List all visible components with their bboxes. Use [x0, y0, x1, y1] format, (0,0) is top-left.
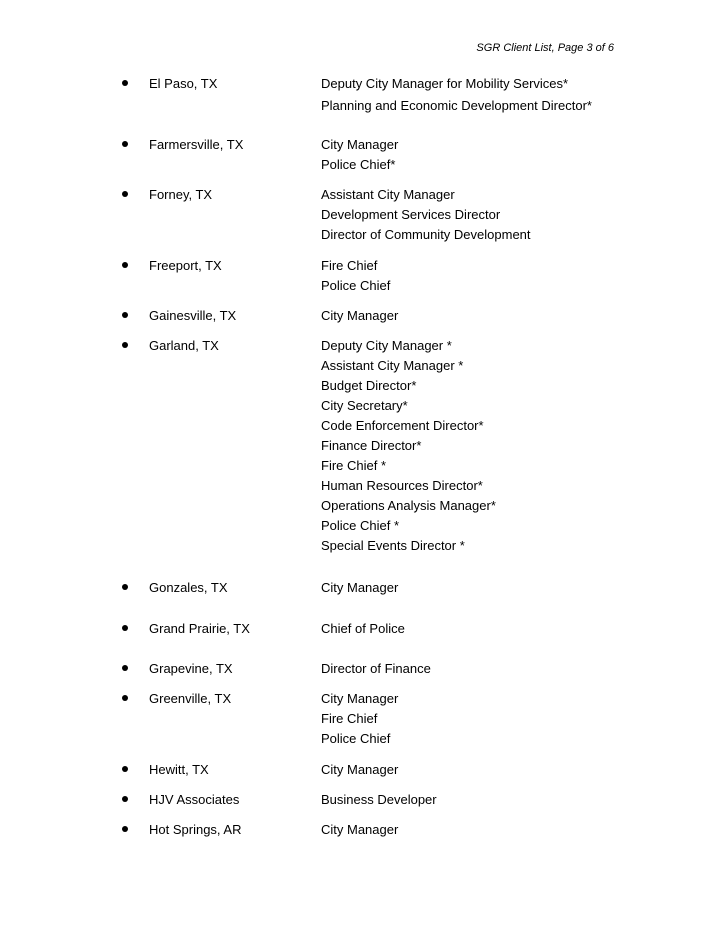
position-list — [321, 135, 398, 175]
bullet-icon — [122, 695, 128, 701]
position-title: Finance Director* — [321, 438, 422, 453]
position-list — [321, 306, 398, 326]
position-title: City Secretary* — [321, 398, 408, 413]
position-title: Development Services Director — [321, 207, 501, 222]
client-name: Forney, TX — [149, 187, 213, 202]
position-title: City Manager — [321, 691, 399, 706]
bullet-icon — [122, 584, 128, 590]
position-list — [321, 820, 398, 840]
bullet-icon — [122, 665, 128, 671]
client-name: Grand Prairie, TX — [149, 621, 250, 636]
position-list — [321, 659, 431, 679]
client-name: Farmersville, TX — [149, 137, 244, 152]
bullet-icon — [122, 80, 128, 86]
position-list — [321, 578, 398, 598]
position-title: Police Chief * — [321, 518, 400, 533]
position-title: Assistant City Manager — [321, 187, 455, 202]
position-title: Assistant City Manager * — [321, 358, 464, 373]
position-list — [321, 256, 390, 296]
position-title: Deputy City Manager * — [321, 338, 452, 353]
client-name: Grapevine, TX — [149, 661, 233, 676]
bullet-icon — [122, 141, 128, 147]
client-name: Gonzales, TX — [149, 580, 228, 595]
position-list — [321, 790, 437, 810]
position-title: Deputy City Manager for Mobility Services* — [321, 76, 569, 91]
client-name: El Paso, TX — [149, 76, 218, 91]
bullet-icon — [122, 766, 128, 772]
position-list — [321, 185, 531, 245]
position-list — [321, 689, 398, 749]
position-title: Fire Chief * — [321, 458, 387, 473]
bullet-icon — [122, 796, 128, 802]
client-name: Freeport, TX — [149, 258, 222, 273]
client-name: Gainesville, TX — [149, 308, 237, 323]
position-title: Police Chief — [321, 278, 391, 293]
page-header: SGR Client List, Page 3 of 6 — [476, 42, 614, 54]
client-name: Garland, TX — [149, 338, 219, 353]
position-list — [321, 336, 496, 556]
position-title: Police Chief — [321, 731, 391, 746]
bullet-icon — [122, 312, 128, 318]
position-list — [321, 74, 592, 116]
position-title: Human Resources Director* — [321, 478, 483, 493]
position-title: City Manager — [321, 580, 399, 595]
position-title: Code Enforcement Director* — [321, 418, 484, 433]
position-title: Fire Chief — [321, 258, 378, 273]
position-title: City Manager — [321, 822, 399, 837]
bullet-icon — [122, 342, 128, 348]
position-title: Business Developer — [321, 792, 437, 807]
position-title: Special Events Director * — [321, 538, 465, 553]
bullet-icon — [122, 262, 128, 268]
client-name: Greenville, TX — [149, 691, 232, 706]
position-title: City Manager — [321, 762, 399, 777]
position-title: Planning and Economic Development Director* — [321, 98, 592, 113]
position-list — [321, 760, 398, 780]
position-list — [321, 619, 405, 639]
position-title: Operations Analysis Manager* — [321, 498, 496, 513]
client-name: Hewitt, TX — [149, 762, 209, 777]
position-title: Chief of Police — [321, 621, 405, 636]
bullet-icon — [122, 191, 128, 197]
client-name: HJV Associates — [149, 792, 240, 807]
position-title: Budget Director* — [321, 378, 417, 393]
position-title: City Manager — [321, 308, 399, 323]
client-name: Hot Springs, AR — [149, 822, 242, 837]
position-title: City Manager — [321, 137, 399, 152]
position-title: Police Chief* — [321, 157, 396, 172]
position-title: Director of Finance — [321, 661, 431, 676]
bullet-icon — [122, 625, 128, 631]
position-title: Director of Community Development — [321, 227, 531, 242]
position-title: Fire Chief — [321, 711, 378, 726]
bullet-icon — [122, 826, 128, 832]
